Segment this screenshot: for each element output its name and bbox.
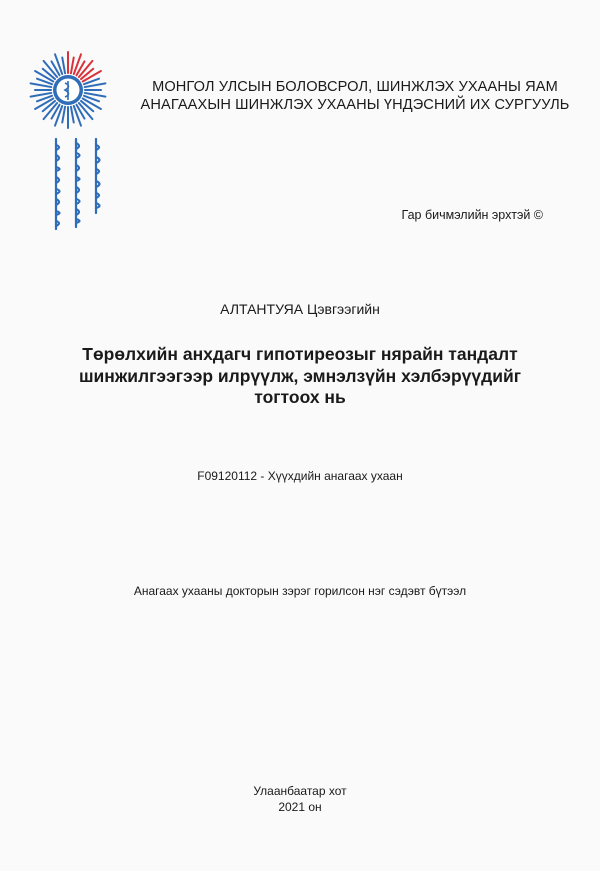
logo-ray: [71, 107, 74, 123]
ministry-line-2: АНАГААХЫН ШИНЖЛЭХ УХААНЫ ҮНДЭСНИЙ ИХ СУРГУУЛЬ: [140, 97, 570, 113]
copyright-notice: Гар бичмэлийн эрхтэй ©: [401, 208, 543, 222]
university-logo: [28, 50, 108, 130]
title-line-1: Төрөлхийн анхдагч гипотиреозыг нярайн тандалт: [82, 344, 518, 364]
logo-ray: [85, 93, 106, 97]
logo-ray: [71, 58, 74, 74]
specialty-code: F09120112 - Хүүхдийн анагаах ухаан: [197, 469, 403, 483]
mongolian-script-emblem: [46, 135, 106, 235]
author-name: АЛТАНТУЯА Цэвгээгийн: [220, 301, 380, 317]
logo-ray: [31, 83, 52, 87]
logo-ray: [62, 107, 65, 123]
year: 2021 он: [278, 800, 322, 814]
logo-ray: [85, 83, 106, 87]
ministry-line-1: МОНГОЛ УЛСЫН БОЛОВСРОЛ, ШИНЖЛЭХ УХААНЫ ЯАМ: [152, 79, 558, 95]
title-line-3: тогтоох нь: [254, 387, 346, 407]
dissertation-title: [60, 344, 540, 409]
place-and-year: [0, 783, 600, 815]
city: Улаанбаатар хот: [253, 784, 347, 798]
logo-ray: [31, 93, 52, 97]
ministry-header: [120, 78, 590, 114]
logo-ray: [62, 58, 65, 74]
degree-statement: Анагаах ухааны докторын зэрэг горилсон нэг сэдэвт бүтээл: [133, 584, 467, 598]
title-line-2: шинжилгээгээр илрүүлж, эмнэлзүйн хэлбэрүүдийг: [78, 365, 522, 386]
